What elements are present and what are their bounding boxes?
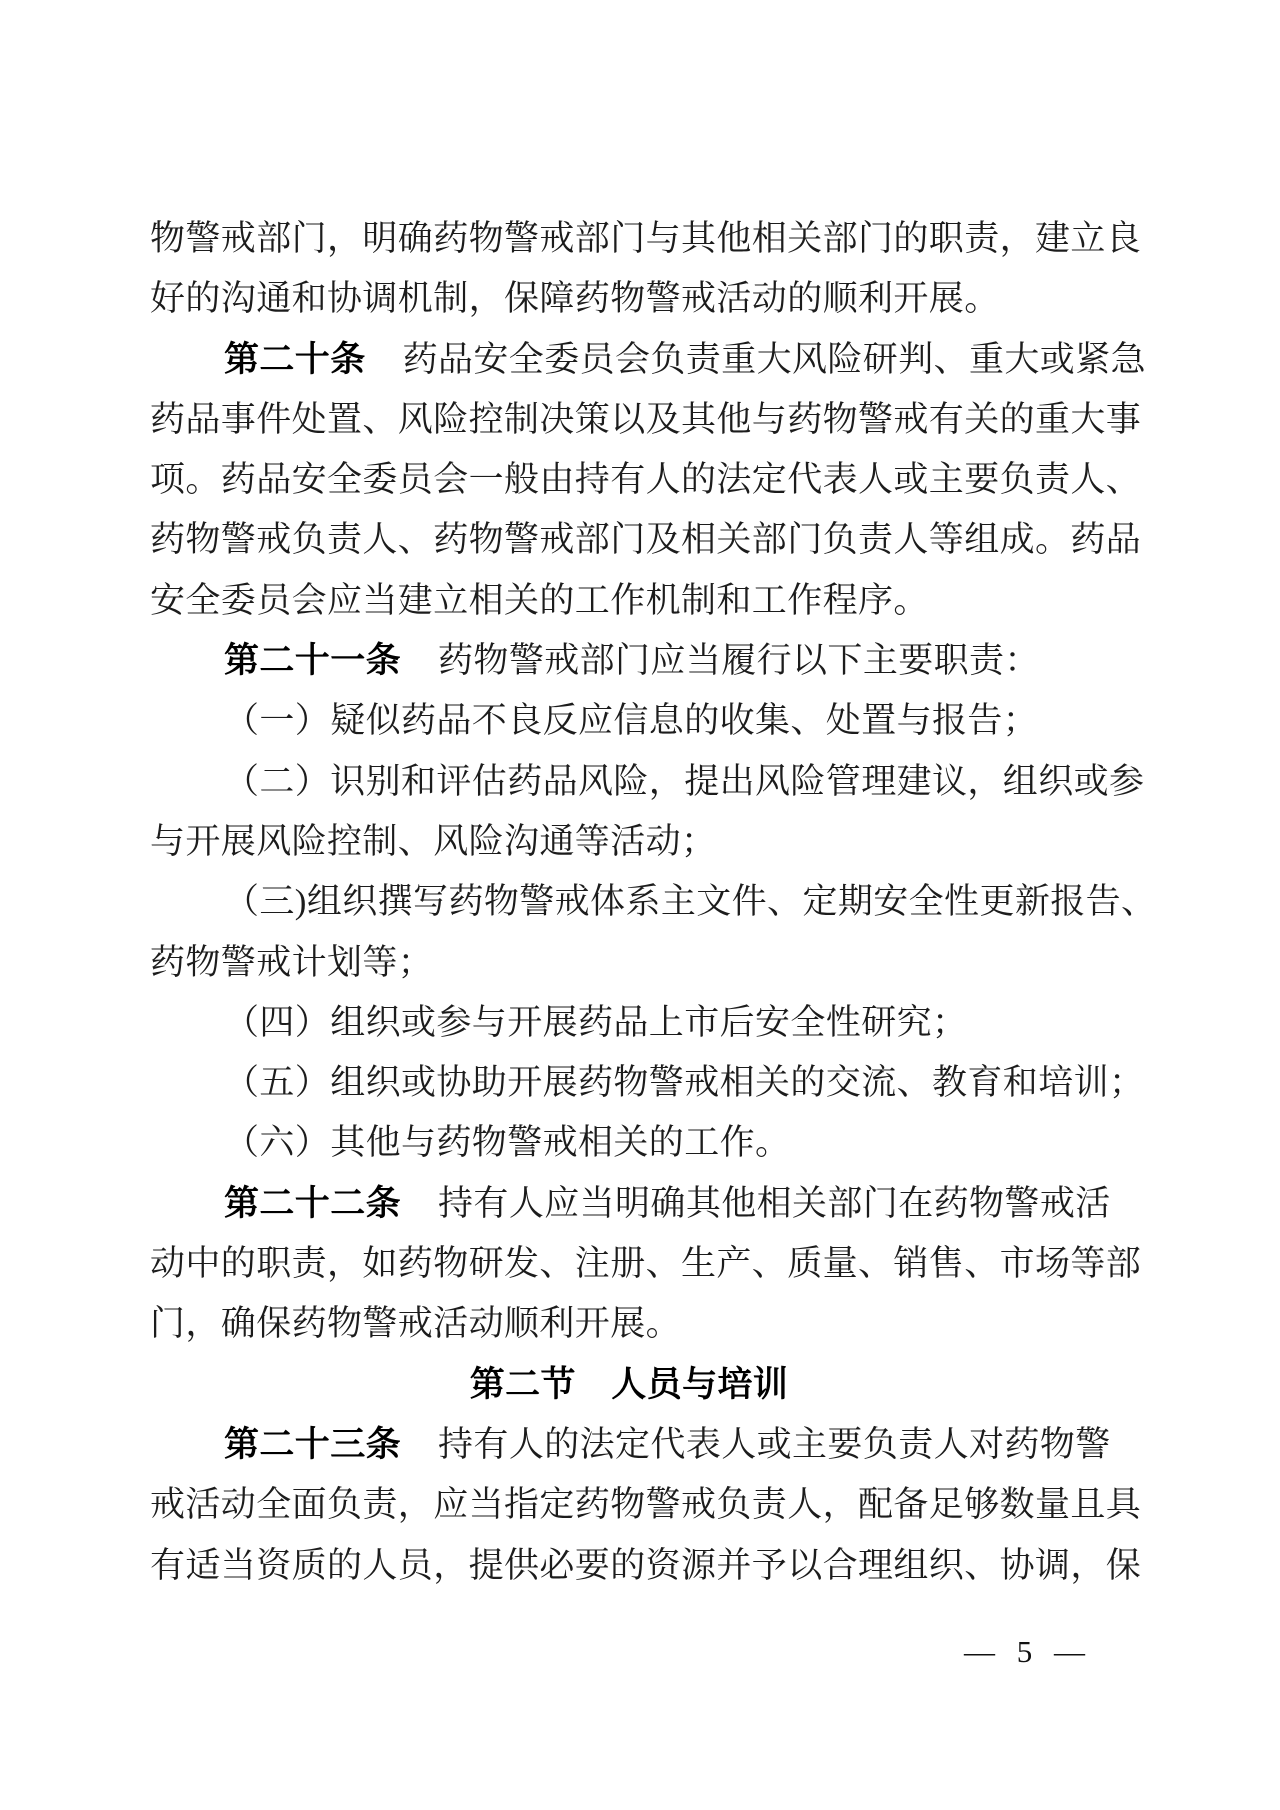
section-title: 第二节 人员与培训	[469, 1364, 789, 1404]
text-segment: （一）疑似药品不良反应信息的收集、处置与报告；	[224, 701, 1039, 741]
text-line	[150, 1415, 1111, 1475]
text-segment: 有适当资质的人员，提供必要的资源并予以合理组织、协调，保	[150, 1545, 1142, 1585]
article-number: 第二十二条	[224, 1183, 402, 1223]
text-line	[150, 1475, 1142, 1535]
text-segment: 药物警戒部门应当履行以下主要职责：	[438, 641, 1040, 681]
text-segment: 物警戒部门，明确药物警戒部门与其他相关部门的职责，建立良	[150, 219, 1142, 258]
text-line	[150, 1536, 1142, 1596]
text-line	[150, 510, 1142, 570]
text-line	[150, 1053, 1145, 1113]
text-segment: 持有人的法定代表人或主要负责人对药物警	[438, 1424, 1111, 1464]
text-segment: 与开展风险控制、风险沟通等活动；	[150, 821, 717, 861]
text-line	[150, 209, 1142, 269]
text-line	[150, 933, 1108, 993]
text-segment: 持有人应当明确其他相关部门在药物警戒活	[438, 1183, 1111, 1223]
text-line	[150, 812, 1108, 872]
text-segment: 戒活动全面负责，应当指定药物警戒负责人，配备足够数量且具	[150, 1485, 1142, 1525]
text-line	[150, 1113, 1108, 1173]
text-line	[150, 269, 1108, 329]
article-number: 第二十三条	[224, 1424, 402, 1464]
text-segment: （四）组织或参与开展药品上市后安全性研究；	[224, 1002, 968, 1042]
text-segment: 药物警戒负责人、药物警戒部门及相关部门负责人等组成。药品	[150, 520, 1142, 560]
text-line	[150, 330, 1147, 390]
text-segment: 药品事件处置、风险控制决策以及其他与药物警戒有关的重大事	[150, 399, 1142, 439]
text-segment: （二）识别和评估药品风险，提出风险管理建议，组织或参	[224, 761, 1145, 801]
text-line	[150, 752, 1145, 812]
article-number: 第二十条	[224, 339, 366, 379]
text-segment: 动中的职责，如药物研发、注册、生产、质量、销售、市场等部	[150, 1244, 1142, 1284]
text-segment: 门，确保药物警戒活动顺利开展。	[150, 1304, 682, 1344]
text-segment: （五）组织或协助开展药物警戒相关的交流、教育和培训；	[224, 1063, 1145, 1103]
text-line	[150, 390, 1142, 450]
text-line	[150, 691, 1108, 751]
document-lines	[150, 209, 1157, 1596]
page-number: — 5 —	[964, 1634, 1087, 1669]
article-number: 第二十一条	[224, 641, 402, 681]
text-segment: （三)组织撰写药物警戒体系主文件、定期安全性更新报告、	[224, 882, 1157, 922]
text-line	[150, 631, 1108, 691]
text-line	[150, 993, 1108, 1053]
section-heading	[150, 1355, 1108, 1415]
text-segment: 好的沟通和协调机制，保障药物警戒活动的顺利开展。	[150, 279, 1000, 319]
text-line	[150, 1174, 1111, 1234]
text-line	[150, 872, 1157, 932]
text-line	[150, 450, 1142, 510]
text-line	[150, 1294, 1108, 1354]
text-segment: 安全委员会应当建立相关的工作机制和工作程序。	[150, 580, 929, 620]
text-line	[150, 571, 1108, 631]
text-segment: 药物警戒计划等；	[150, 942, 434, 982]
text-segment: 项。药品安全委员会一般由持有人的法定代表人或主要负责人、	[150, 460, 1142, 500]
text-segment: （六）其他与药物警戒相关的工作。	[224, 1123, 791, 1163]
text-segment: 药品安全委员会负责重大风险研判、重大或紧急	[402, 339, 1147, 379]
text-line	[150, 1234, 1142, 1294]
